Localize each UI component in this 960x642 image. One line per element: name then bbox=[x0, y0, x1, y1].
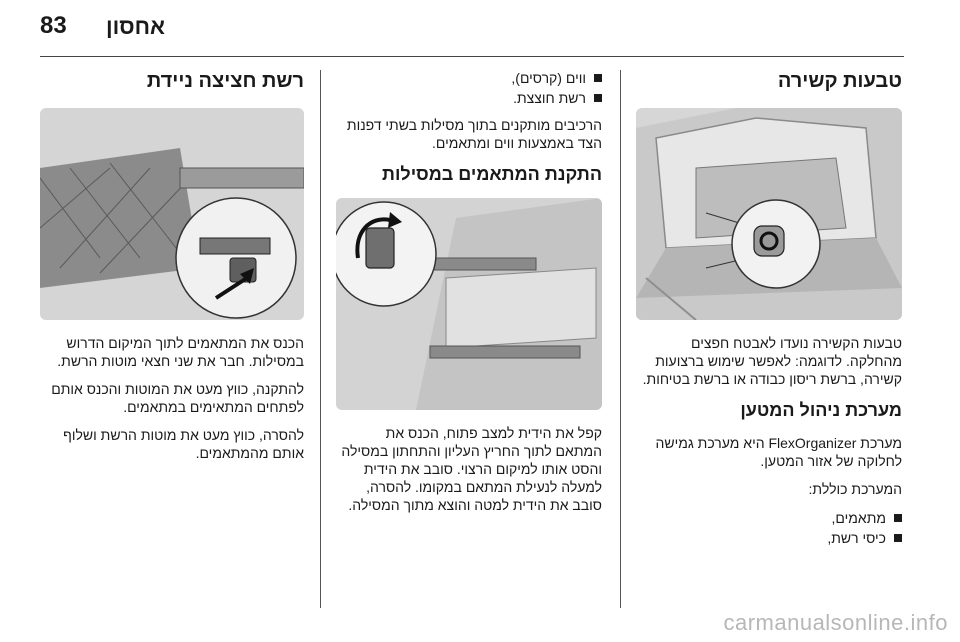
column-left bbox=[40, 68, 304, 472]
list-item: ווים (קרסים), bbox=[336, 68, 602, 88]
components-paragraph: הרכיבים מותקנים בתוך מסילות בשתי דפנות הצד באמצעות ווים ומתאמים. bbox=[346, 117, 602, 151]
column-divider-left bbox=[320, 70, 321, 608]
list-item: רשת חוצצת. bbox=[336, 88, 602, 108]
system-parts-list bbox=[636, 508, 902, 548]
tie-ring-figure bbox=[636, 108, 902, 320]
list-item: כיסי רשת, bbox=[636, 528, 902, 548]
partition-net-heading: רשת חציצה ניידת bbox=[146, 70, 304, 92]
tie-rings-heading: טבעות קשירה bbox=[777, 70, 902, 92]
watermark: carmanualsonline.info bbox=[723, 610, 948, 635]
partition-net-figure bbox=[40, 108, 304, 320]
section-title: אחסון bbox=[106, 14, 166, 39]
adapter-rail-figure bbox=[336, 198, 602, 410]
partition-net-paragraph-1: הכנס את המתאמים לתוך המיקום הדרוש במסילות. חבר את שני חצאי מוטות הרשת. bbox=[57, 335, 304, 369]
system-includes-label: המערכת כוללת: bbox=[808, 481, 902, 497]
page-number: 83 bbox=[40, 12, 67, 39]
header-rule bbox=[40, 56, 904, 57]
partition-net-paragraph-3: להסרה, כווץ מעט את מוטות הרשת ושלוף אותם מהמתאמים. bbox=[63, 427, 304, 461]
tie-rings-paragraph: טבעות הקשירה נועדו לאבטח חפצים מהחלקה. לדוגמה: לאפשר שימוש ברצועות קשירה, ברשת ריסון כבודה או ברשת בטיחות. bbox=[642, 335, 902, 387]
adapter-install-heading: התקנת המתאמים במסילות bbox=[382, 164, 602, 184]
column-middle bbox=[336, 68, 602, 524]
column-right bbox=[636, 68, 902, 556]
list-item: מתאמים, bbox=[636, 508, 902, 528]
adapter-install-paragraph: קפל את הידית למצב פתוח, הכנס את המתאם לתוך החריץ העליון והתחתון במסילה והסט אותו למיקום הרצוי. סובב את הידית למעלה לנעילת המתאם במקומו. להסרה, סובב את הידית למטה והוצא מתוך המסילה. bbox=[341, 425, 602, 513]
system-parts-list-continued bbox=[336, 68, 602, 108]
column-divider-right bbox=[620, 70, 621, 608]
partition-net-paragraph-2: להתקנה, כווץ מעט את המוטות והכנס אותם לפתחים המתאימים במתאמים. bbox=[51, 381, 304, 415]
cargo-system-paragraph: מערכת FlexOrganizer היא מערכת גמישה לחלוקה של אזור המטען. bbox=[655, 435, 902, 469]
cargo-system-heading: מערכת ניהול המטען bbox=[740, 400, 902, 420]
